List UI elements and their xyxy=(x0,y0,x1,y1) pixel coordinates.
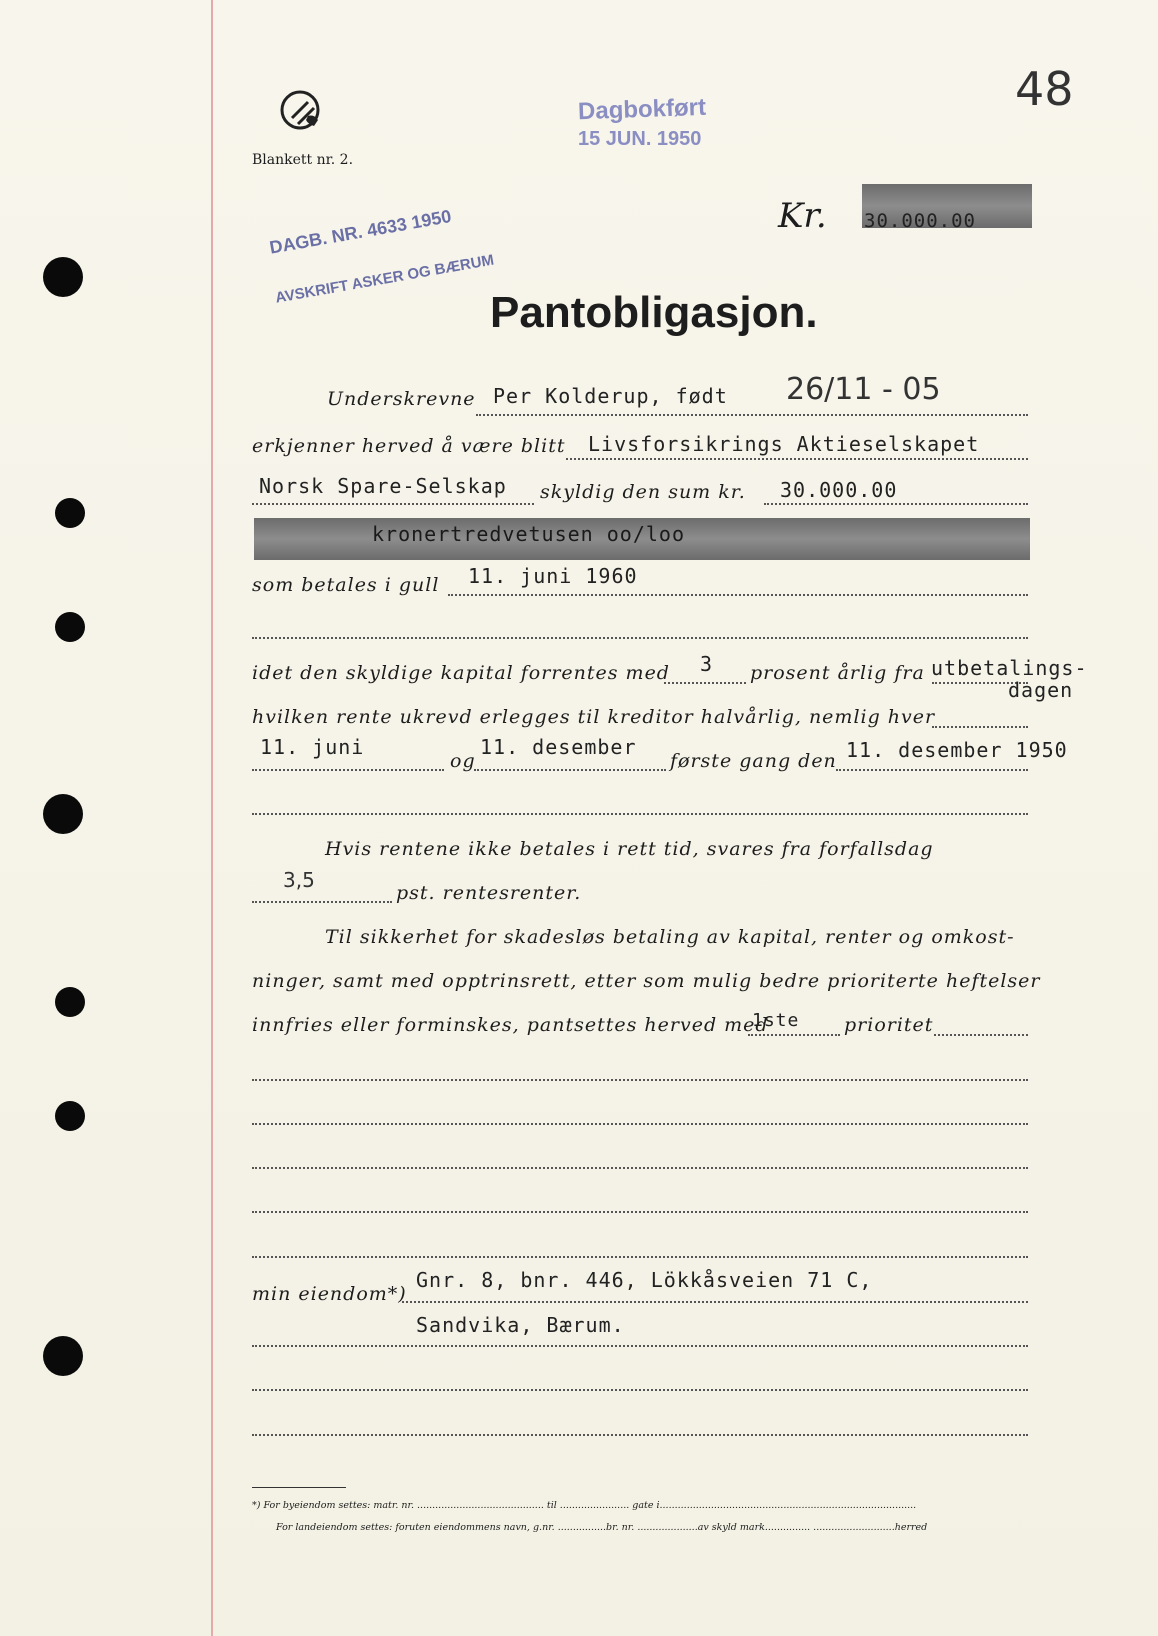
footnote-line2: For landeiendom settes: foruten eiendommens navn, g.nr. ................br. nr. ....................av skyld mark............... ...........................herred xyxy=(276,1522,928,1533)
footnote-rule xyxy=(252,1487,346,1488)
fill-line xyxy=(664,682,746,684)
page-number: 48 xyxy=(1015,62,1074,116)
sum-in-words: kronertredvetusen oo/loo xyxy=(372,522,685,546)
interest-from-1: utbetalings- xyxy=(931,656,1088,680)
fill-line xyxy=(252,1256,1028,1258)
fill-line xyxy=(448,594,1028,596)
fill-line xyxy=(252,1345,1028,1347)
binder-hole xyxy=(43,257,83,297)
stamp-dagbokfort: Dagbokført xyxy=(577,93,707,126)
fill-line xyxy=(932,726,1028,728)
first-time-label: første gang den xyxy=(670,750,837,772)
security-line1: Til sikkerhet for skadesløs betaling av kapital, renter og omkost- xyxy=(325,926,1015,948)
document-title: Pantobligasjon. xyxy=(490,288,818,337)
interest-label-b: prosent årlig fra xyxy=(750,662,925,684)
creditor-line1: Livsforsikrings Aktieselskapet xyxy=(588,432,980,456)
fill-line xyxy=(566,458,1028,460)
bell-logo-icon xyxy=(278,88,328,138)
sum-value: 30.000.00 xyxy=(780,478,898,502)
interest-payment-label: hvilken rente ukrevd erlegges til kreditor halvårlig, nemlig hver xyxy=(252,706,936,728)
payment-date-2: 11. desember xyxy=(480,735,637,759)
fill-line xyxy=(934,1034,1028,1036)
security-line3: innfries eller forminskes, pantsettes herved med xyxy=(252,1014,769,1036)
form-label: Blankett nr. 2. xyxy=(252,152,354,168)
fill-line xyxy=(476,414,1028,416)
payable-label: som betales i gull xyxy=(252,574,440,596)
binder-hole xyxy=(43,1336,83,1376)
fill-line xyxy=(252,769,444,771)
margin-line xyxy=(211,0,213,1636)
fill-line xyxy=(252,503,534,505)
stamp-dagb-nr: DAGB. NR. 4633 1950 xyxy=(268,206,453,258)
payable-date: 11. juni 1960 xyxy=(468,564,638,588)
fill-line xyxy=(252,1434,1028,1436)
interest-from-2: dagen xyxy=(1008,678,1074,702)
binder-hole xyxy=(55,1101,85,1131)
binder-hole xyxy=(55,987,85,1017)
fill-line xyxy=(474,769,666,771)
binder-hole xyxy=(43,794,83,834)
interest-label-a: idet den skyldige kapital forrentes med xyxy=(252,662,670,684)
og-label: og xyxy=(450,750,476,772)
late-rate-label: pst. rentesrenter. xyxy=(396,882,582,904)
property-line2: Sandvika, Bærum. xyxy=(416,1313,625,1337)
fill-line xyxy=(252,1389,1028,1391)
amount-value: 30.000.00 xyxy=(864,210,976,232)
payment-date-1: 11. juni xyxy=(260,735,365,759)
undersigned-label: Underskrevne xyxy=(327,388,476,410)
undersigned-name: Per Kolderup, født xyxy=(493,384,728,408)
fill-line xyxy=(252,1123,1028,1125)
interest-rate: 3 xyxy=(700,652,714,676)
birth-date: 26/11 - 05 xyxy=(786,372,941,407)
acknowledge-label: erkjenner herved å være blitt xyxy=(252,435,566,457)
security-line2: ninger, samt med opptrinsrett, etter som mulig bedre prioriterte heftelser xyxy=(252,970,1041,992)
first-payment: 11. desember 1950 xyxy=(846,738,1068,762)
property-line1: Gnr. 8, bnr. 446, Lökkåsveien 71 C, xyxy=(416,1268,873,1292)
late-label: Hvis rentene ikke betales i rett tid, svares fra forfallsdag xyxy=(325,838,934,860)
amount-prefix: Kr. xyxy=(778,196,827,236)
late-rate: 3,5 xyxy=(283,868,315,892)
property-label: min eiendom*) xyxy=(252,1283,407,1305)
fill-line xyxy=(764,503,1028,505)
fill-line xyxy=(748,1034,840,1036)
fill-line xyxy=(252,1211,1028,1213)
fill-line xyxy=(252,1079,1028,1081)
fill-line xyxy=(836,769,1028,771)
fill-line xyxy=(252,637,1028,639)
binder-hole xyxy=(55,498,85,528)
fill-line xyxy=(252,813,1028,815)
binder-hole xyxy=(55,612,85,642)
stamp-date: 15 JUN. 1950 xyxy=(578,128,702,150)
priority-label: prioritet xyxy=(844,1014,934,1036)
stamp-avskrift: AVSKRIFT ASKER OG BÆRUM xyxy=(274,251,496,307)
fill-line xyxy=(252,1167,1028,1169)
footnote-line1: *) For byeiendom settes: matr. nr. .......................................... til ....................... gate i..................................................................................... xyxy=(252,1500,917,1511)
creditor-line2: Norsk Spare-Selskap xyxy=(259,474,507,498)
priority-value: 1ste xyxy=(752,1010,800,1031)
fill-line xyxy=(402,1301,1028,1303)
owes-label: skyldig den sum kr. xyxy=(540,481,746,503)
fill-line xyxy=(252,901,392,903)
